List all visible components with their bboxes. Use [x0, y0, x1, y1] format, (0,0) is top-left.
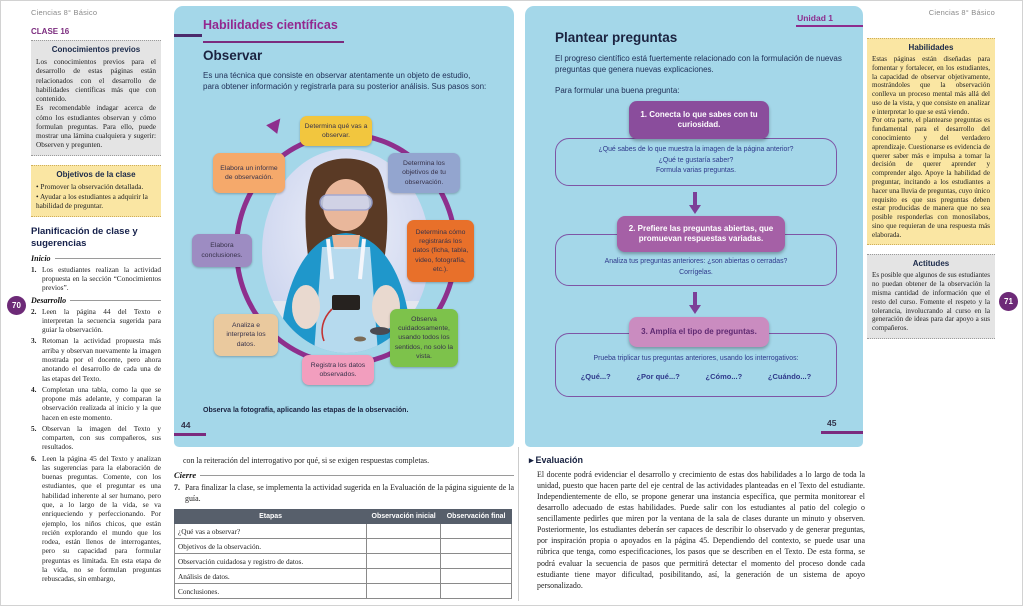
plan-item [174, 482, 514, 504]
column-divider [518, 447, 519, 601]
table-cell-empty [441, 524, 512, 539]
left-sidebar [31, 8, 161, 585]
interrogativo: ¿Cuándo...? [767, 372, 812, 381]
table-cell-empty [367, 539, 441, 554]
objetivo-item: • Promover la observación detallada. [36, 182, 156, 191]
objetivos-box [31, 165, 161, 218]
question-line: Formula varias preguntas. [655, 167, 737, 175]
item-text: Retoman la actividad propuesta más arriba y observan nuevamente la imagen mostrada por el docente, pero ahora anotando el desarrollo de cada una de las etapas del Texto. [42, 336, 161, 383]
actitudes-body: Es posible que algunos de sus estudiantes no puedan obtener de la observación la misma cantidad de información que el resto del curso. Fomente el respeto y la tolerancia, involucrando al curso en la generación de ideas para dar apoyo a sus compañeros. [872, 271, 990, 333]
section-rule [174, 34, 202, 37]
item-text: Observan la imagen del Texto y comparten, con sus compañeros, sus resultados. [42, 423, 161, 452]
plan-item [31, 454, 161, 584]
bottom-left-column [174, 455, 514, 599]
phase-cierre: Cierre [174, 470, 514, 480]
table-cell-empty [367, 584, 441, 599]
student-page-44 [174, 6, 514, 447]
step3-lead: Prueba triplicar tus preguntas anteriores, usando los interrogativos: [593, 355, 799, 362]
step1-box: 1. Conecta lo que sabes con tu curiosidad. [629, 101, 769, 139]
objetivos-title: Objetivos de la clase [56, 169, 136, 179]
table-header-row [175, 510, 512, 524]
conocimientos-paragraph: Es recomendable indagar acerca de cómo los estudiantes observan y cómo formulan preguntas. Para ello, puede mostrar una lámina cualquiera y sugerir: Observen y pregunten. [36, 103, 156, 150]
plan-item [31, 424, 161, 452]
page-number-44: 44 [181, 420, 191, 430]
col-header-obs-inicial: Observación inicial [367, 510, 441, 524]
habilidades-box [867, 38, 995, 245]
unidad-tab: Unidad 1 [797, 13, 833, 23]
table-cell-empty [441, 554, 512, 569]
table-cell: Conclusiones. [175, 584, 367, 599]
interrogativos-row [555, 372, 837, 381]
cycle-step-3: Determina cómo registrarás los datos (ficha, tabla, video, fotografía, etc.). [407, 220, 474, 282]
guide-page-badge-70: 70 [7, 296, 26, 315]
planificacion-title: Planificación de clase y sugerencias [31, 226, 138, 249]
running-head-left: Ciencias 8° Básico [31, 8, 98, 17]
item-text: Leen la página 45 del Texto y analizan las sugerencias para la elaboración de buenas preguntas. Comente, con los estudiantes, que el preguntar es una habilidad inherente al ser humano, pero que, a lo largo de la vida, se va enriqueciendo y perfeccionando. Por ejemplo, los niños chicos, que están recién explorando el mundo que los rodea, están llenos de interrogantes, pero su capacidad para formular preguntas es limitada. En esta etapa de la vida, no se formulan preguntas rebuscadas, sin embargo, [42, 453, 161, 584]
page-number-45: 45 [827, 418, 837, 428]
evaluacion-title: Evaluación [535, 455, 584, 465]
page45-heading: Plantear preguntas [555, 30, 678, 45]
question-line: ¿Qué te gustaría saber? [658, 156, 734, 164]
table-cell: ¿Qué vas a observar? [175, 524, 367, 539]
conocimientos-previos-box [31, 40, 161, 156]
cycle-step-1: Determina qué vas a observar. [300, 116, 372, 146]
item-text: Completan una tabla, como la que se propone más adelante, y comparan la observación realizada al inicio y la que hacen en este momento. [42, 384, 161, 422]
actitudes-box [867, 254, 995, 338]
table-row [175, 554, 512, 569]
plan-item [31, 265, 161, 293]
col-header-obs-final: Observación final [441, 510, 512, 524]
page-number-bar [174, 433, 206, 436]
item-number: 7. [174, 483, 180, 493]
evaluacion-body: El docente podrá evidenciar el desarrollo y crecimiento de estas dos habilidades a lo largo de toda la unidad, puesto que hacen parte del eje central de las actividades planteadas en el Texto del estudiante. Independientemente de ello, se propone generar una instancia específica, que permita monitorear el desarrollo adecuado de estas habilidades. Puede salir con los estudiantes al patio del colegio o sencillamente pedirles que miren por la ventana de la sala de clases durante un minuto y observen. Posteriormente, los estudiantes deberán ser capaces de describir lo observado y de generar preguntas, por inspiración propia o apoyados en la página 45. Dependiendo del contexto, se puede usar una rúbrica que tenga, como especificaciones, los pasos que se describen en el Texto. De esta forma, se podrá evaluar la secuencia de pasos que permitirá detectar el momento del proceso donde cada estudiante tiene mayor dificultad, posibilitando, así, la generación de un sistema de apoyo personalizado. [537, 470, 865, 590]
table-cell: Observación cuidadosa y registro de datos. [175, 554, 367, 569]
interrogativo: ¿Por qué...? [636, 372, 680, 381]
right-sidebar [867, 8, 995, 348]
item-number: 3. [31, 336, 37, 346]
phase-inicio: Inicio [31, 254, 161, 263]
table-row [175, 539, 512, 554]
item-number: 5. [31, 423, 37, 433]
section-title: Habilidades científicas [203, 18, 338, 32]
interrogativo: ¿Qué...? [580, 372, 611, 381]
item-text: Leen la página 44 del Texto e interpretan la secuencia sugerida para guiar la observación. [42, 306, 161, 335]
step2-questions [561, 257, 831, 278]
cycle-step-5: Registra los datos observados. [302, 355, 374, 385]
running-head-right: Ciencias 8° Básico [928, 8, 995, 17]
item-text: Para finalizar la clase, se implementa la actividad sugerida en la Evaluación de la página siguiente de la guía. [185, 483, 514, 504]
unidad-underline [796, 25, 863, 27]
question-line: ¿Qué sabes de lo que muestra la imagen de la página anterior? [598, 146, 794, 153]
habilidades-title: Habilidades [908, 43, 954, 52]
step1-questions [561, 145, 831, 177]
item-number: 4. [31, 384, 37, 394]
cycle-arrow-icon [266, 114, 286, 134]
actitudes-title: Actitudes [912, 259, 950, 269]
evaluation-table [174, 509, 512, 599]
table-cell: Objetivos de la observación. [175, 539, 367, 554]
photo-caption: Observa la fotografía, aplicando las etapas de la observación. [203, 407, 409, 414]
cycle-step-4: Observa cuidadosamente, usando todos los sentidos, no solo la vista. [390, 309, 458, 367]
plan-item [31, 336, 161, 382]
cycle-step-7: Elabora conclusiones. [192, 234, 252, 267]
table-cell-empty [441, 569, 512, 584]
page45-lead: Para formular una buena pregunta: [555, 86, 680, 95]
cycle-step-8: Elabora un informe de observación. [213, 153, 285, 193]
question-line: Analiza tus preguntas anteriores: ¿son abiertas o cerradas? [604, 258, 788, 265]
item-number: 6. [31, 453, 37, 463]
cycle-step-2: Determina los objetivos de tu observación. [388, 153, 460, 193]
student-page-45 [525, 6, 863, 447]
table-cell-empty [367, 554, 441, 569]
phase-desarrollo: Desarrollo [31, 296, 161, 305]
table-row [175, 569, 512, 584]
objetivo-item: • Ayudar a los estudiantes a adquirir la habilidad de preguntar. [36, 192, 156, 211]
item-text: Los estudiantes realizan la actividad propuesta en la sección “Conocimientos previos”. [42, 264, 161, 293]
section-title-underline [203, 41, 344, 43]
habilidades-paragraph: Por otra parte, el plantearse preguntas es fundamental para el desarrollo del conocimiento y del verdadero aprendizaje. Cuestionarse es evidencia de querer saber más e impulsa a tomar la decisión de querer aprender y comprender algo. Apoye la habilidad de preguntar, incitando a los estudiantes a hacer una lluvia de preguntas, cuyo único requisito es que sus preguntas deben estar producidas de manera que no sea posible responderlas con monosílabos, sino que requieran de una respuesta más elaborada. [872, 116, 990, 239]
table-cell-empty [367, 569, 441, 584]
interrogativo: ¿Cómo...? [705, 372, 743, 381]
table-cell-empty [441, 539, 512, 554]
table-row [175, 524, 512, 539]
cycle-step-6: Analiza e interpreta los datos. [214, 314, 278, 356]
question-line: Corrígelas. [679, 268, 713, 276]
page44-heading: Observar [203, 48, 263, 63]
table-row [175, 584, 512, 599]
down-arrow-icon [693, 292, 697, 306]
item-number: 2. [31, 306, 37, 316]
conocimientos-title: Conocimientos previos [51, 45, 141, 54]
habilidades-paragraph: Estas páginas están diseñadas para fomentar y fortalecer, en los estudiantes, la capacidad de observar objetivamente, mostrándoles que la observación conlleva un proceso mental más allá del uso de la vista, y que consiste en analizar e interpretar lo que se está viendo. [872, 55, 990, 116]
page-number-bar [821, 431, 863, 434]
page44-intro: Es una técnica que consiste en observar atentamente un objeto de estudio, para obtener información y registrarla para su posterior análisis. Sus pasos son: [203, 71, 487, 92]
col-header-etapas: Etapas [175, 510, 367, 524]
plan-item [31, 307, 161, 335]
guide-page-badge-71: 71 [999, 292, 1018, 311]
item-number: 1. [31, 264, 37, 274]
page45-intro: El progreso científico está fuertemente relacionado con la formulación de nuevas preguntas que genera nuevas explicaciones. [555, 54, 842, 75]
down-arrow-icon [693, 192, 697, 206]
table-cell-empty [367, 524, 441, 539]
step3-box: 3. Amplía el tipo de preguntas. [629, 317, 769, 347]
evaluacion-section [529, 455, 865, 591]
table-cell-empty [441, 584, 512, 599]
clase-label: CLASE 16 [31, 27, 70, 36]
step2-box: 2. Prefiere las preguntas abiertas, que promuevan respuestas variadas. [617, 216, 785, 252]
table-cell: Análisis de datos. [175, 569, 367, 584]
item6-continuation: con la reiteración del interrogativo por qué, si se exigen respuestas completas. [183, 456, 430, 465]
conocimientos-paragraph: Los conocimientos previos para el desarrollo de estas páginas están relacionados con el desarrollo de habilidades científicas más que con contenido. [36, 57, 156, 104]
plan-item [31, 385, 161, 422]
